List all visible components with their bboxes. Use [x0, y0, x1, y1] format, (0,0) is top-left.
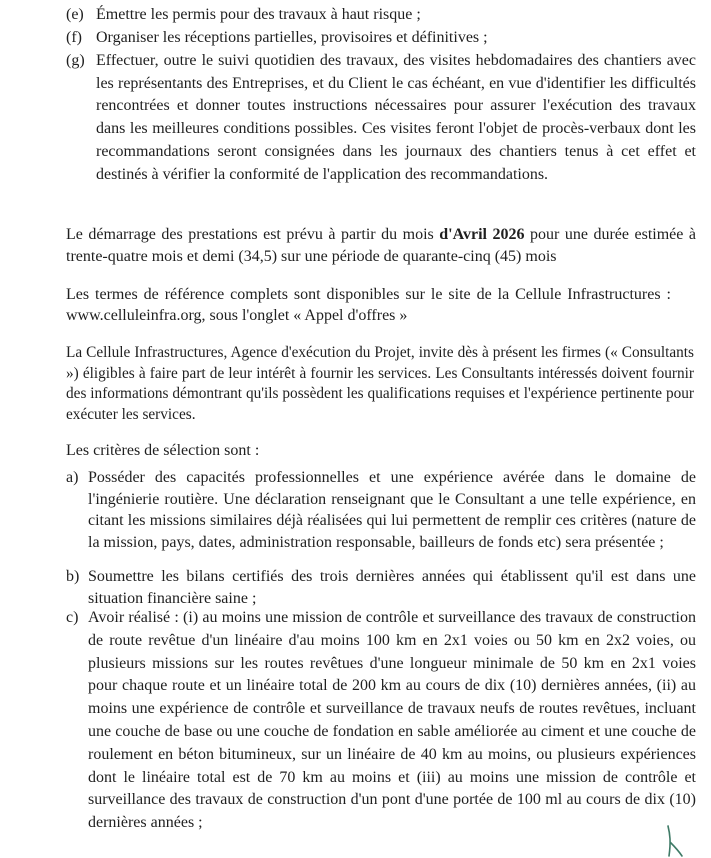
demarrage-text-after: pour une durée estimée à trente-quatre mois et demi (34,5) sur une période de quarante-cinq (45) mois — [66, 226, 696, 265]
criterion-text: Soumettre les bilans certifiés des trois dernières années qui établissent qu'il est dans une situation financière saine ; — [88, 568, 696, 607]
paragraph-invitation: La Cellule Infrastructures, Agence d'exécution du Projet, invite dès à présent les firmes (« Consultants ») éligibles à faire part de leur intérêt à fournir les services. Les Consultants intéressés doivent fournir des informations démontrant qu'ils possèdent les qualifications requises et l'expérience pertinente pour exécuter les services. — [66, 344, 694, 423]
demarrage-date: d'Avril 2026 — [439, 226, 525, 243]
item-text: Émettre les permis pour des travaux à haut risque ; — [96, 6, 421, 23]
item-text: Effectuer, outre le suivi quotidien des travaux, des visites hebdomadaires des chantiers avec les représentants des Entreprises, et du Client le cas échéant, en vue d'identifier les difficultés rencontrées et donner toutes instructions nécessaires pour assurer l'exécution des travaux dans les meilleures conditions possibles. Ces visites feront l'objet de procès-verbaux dont les recommandations seront consignées dans les journaux des chantiers tenus à cet effet et destinés à vérifier la conformité de l'application des recommandations. — [96, 52, 696, 183]
item-label: (f) — [66, 29, 82, 46]
criterion-text: Posséder des capacités professionnelles et une expérience avérée dans le domaine de l'ingénierie routière. Une déclaration renseignant que le Consultant a une telle expérience, en citant les missions similaires déjà réalisées qui lui permettent de remplir ces critères (nature de la mission, pays, dates, administration responsable, bailleurs de fonds etc) sera présentée ; — [88, 469, 696, 551]
criteria-heading: Les critères de sélection sont : — [66, 442, 260, 459]
demarrage-text-before: Le démarrage des prestations est prévu à partir du mois — [66, 226, 440, 243]
criterion-label: c) — [66, 609, 79, 626]
paragraph-termes-reference: Les termes de référence complets sont disponibles sur le site de la Cellule Infrastructures : www.celluleinfra.org, sous l'onglet « Appel d'offres » — [66, 286, 671, 324]
paragraph-demarrage — [66, 224, 696, 268]
criterion-label: a) — [66, 469, 79, 486]
criterion-text: Avoir réalisé : (i) au moins une mission de contrôle et surveillance des travaux de construction de route revêtue d'un linéaire d'au moins 100 km en 2x1 voies ou 50 km en 2x2 voies, ou plusieurs missions sur les routes revêtues d'une longueur minimale de 50 km en 2x1 voies pour chaque route et un linéaire total de 200 km au cours de dix (10) dernières années, (ii) au moins une expérience de contrôle et surveillance de travaux neufs de routes revêtues, incluant une couche de base ou une couche de fondation en sable améliorée au ciment et une couche de roulement en béton bitumineux, sur un linéaire de 40 km au moins, ou plusieurs expériences dont le linéaire total est de 70 km au moins et (iii) au moins une mission de contrôle et surveillance des travaux de construction d'un pont d'une portée de 100 ml au cours de dix (10) dernières années ; — [88, 609, 696, 832]
item-label: (g) — [66, 52, 85, 69]
list-item-g — [66, 50, 696, 186]
criterion-c — [66, 607, 696, 835]
criterion-label: b) — [66, 568, 80, 585]
item-label: (e) — [66, 6, 84, 23]
list-item-e — [66, 4, 691, 26]
list-item-f — [66, 27, 691, 49]
criterion-b — [66, 566, 696, 609]
criterion-a — [66, 467, 696, 553]
handwritten-mark-icon — [664, 824, 686, 858]
item-text: Organiser les réceptions partielles, provisoires et définitives ; — [96, 29, 488, 46]
